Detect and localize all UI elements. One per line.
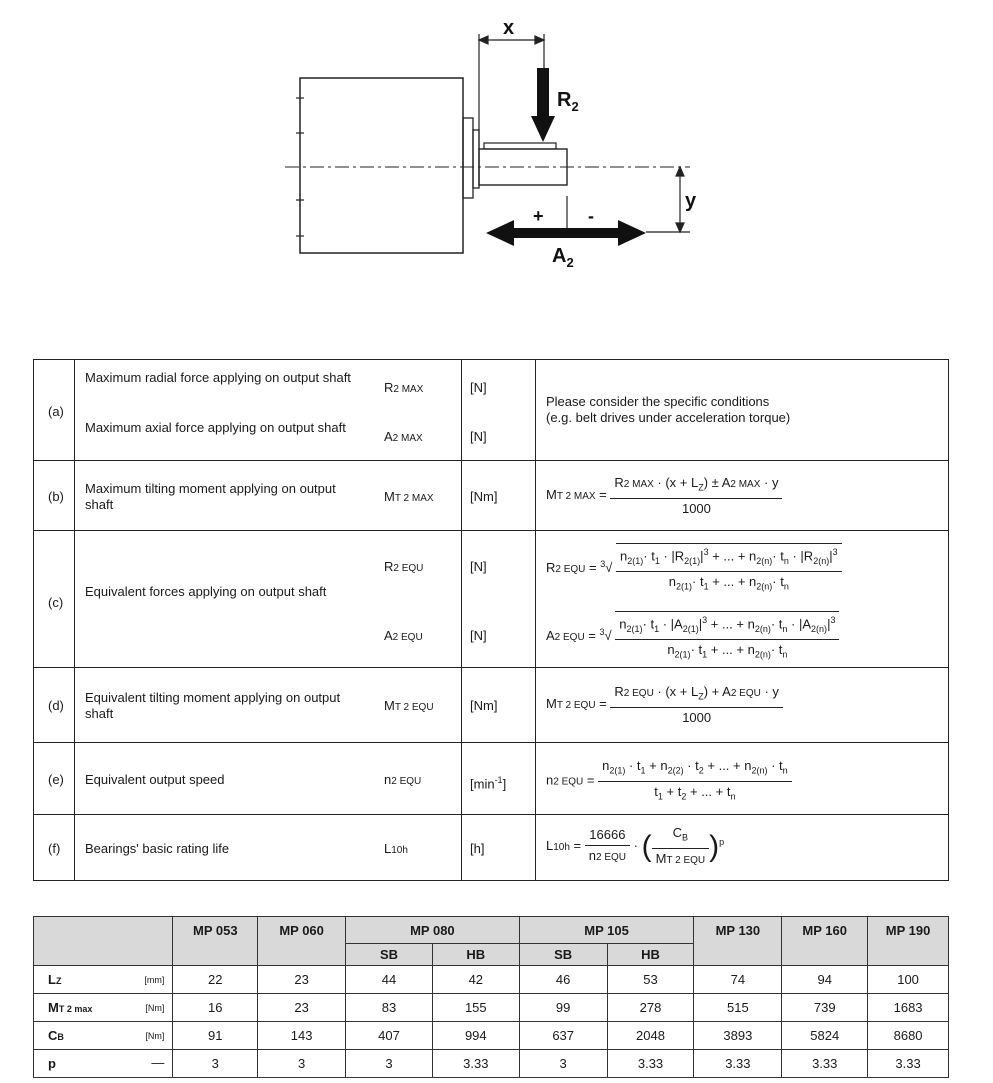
symbol-r2equ: R2 EQU — [384, 559, 424, 574]
formula-row-e — [34, 742, 948, 814]
table-cell: 3.33 — [782, 1050, 868, 1078]
symbol-a2equ: A2 EQU — [384, 628, 423, 643]
table-cell: 739 — [782, 994, 868, 1022]
row-description: Maximum axial force applying on output shaft — [85, 420, 346, 435]
table-cell: 278 — [607, 994, 694, 1022]
unit: [N] — [470, 628, 487, 643]
symbol-a2max: A2 MAX — [384, 429, 423, 444]
table-cell: 44 — [346, 966, 433, 994]
table-cell: 5824 — [782, 1022, 868, 1050]
formula-mt2equ: MT 2 EQU = $\frac{R2 EQU \cdot (x + L_Z) + A2 EQU \cdot y}{1000}$ — [546, 684, 783, 726]
table-cell: 23 — [258, 966, 346, 994]
row-description: Maximum radial force applying on output shaft — [85, 370, 351, 385]
table-cell: 83 — [346, 994, 433, 1022]
formula-l10h: L10h = $\frac{16666}{\text{n2 EQU}}$ · ( $\frac{C_B}{\text{MT 2 EQU}}$ )$^p$ — [546, 825, 725, 866]
table-cell: 3.33 — [694, 1050, 782, 1078]
row-header: MT 2 max [Nm] — [34, 994, 173, 1022]
axial-force-arrow — [486, 220, 646, 246]
table-cell: 637 — [519, 1022, 607, 1050]
row-id: (b) — [48, 489, 64, 504]
row-description: Equivalent forces applying on output shaft — [85, 584, 327, 599]
table-row — [34, 1022, 949, 1050]
formula-a2equ: A2 EQU = $^3$√ $\frac{n_{2(1)}\cdot t_1 \cdot |A_{2(1)}|^3 + ... + n_{2(n)}\cdot t_n \cdot |A_{2(n)}|^3}{n_{2(1)}\cdot t_1 + ... + n_{2(n)}\cdot t_n}$ — [546, 611, 839, 663]
row-description: Bearings' basic rating life — [85, 841, 230, 856]
unit: [N] — [470, 429, 487, 444]
row-description: Equivalent output speed — [85, 772, 225, 787]
flange — [463, 118, 473, 198]
unit: $[\min^{-1}]$ — [470, 775, 507, 792]
table-cell: 46 — [519, 966, 607, 994]
table-cell: 994 — [432, 1022, 519, 1050]
unit-label: — — [151, 1055, 165, 1070]
x-label: x — [503, 17, 515, 39]
table-cell: 100 — [868, 966, 949, 994]
variant-header: SB — [519, 944, 607, 966]
table-row — [34, 966, 949, 994]
unit: [h] — [470, 841, 485, 856]
symbol-r2max: R2 MAX — [384, 380, 424, 395]
row-header: CB [Nm] — [34, 1022, 173, 1050]
table-cell: 99 — [519, 994, 607, 1022]
row-id: (c) — [48, 595, 64, 610]
model-header: MP 190 — [868, 917, 949, 966]
header-row — [34, 917, 949, 944]
table-cell: 3893 — [694, 1022, 782, 1050]
symbol-mt2max: MT 2 MAX — [384, 489, 434, 504]
flange-collar — [473, 130, 479, 188]
unit-label: [Nm] — [145, 1031, 165, 1041]
shaft-load-diagram — [0, 0, 993, 300]
table-cell: 3 — [173, 1050, 258, 1078]
plus-sign: + — [533, 206, 544, 226]
table-cell: 16 — [173, 994, 258, 1022]
axial-force-label: $A_2$ — [552, 245, 574, 270]
table-cell: 2048 — [607, 1022, 694, 1050]
table-cell: 1683 — [868, 994, 949, 1022]
formula-row-d — [34, 667, 948, 742]
row-id: (e) — [48, 772, 64, 787]
model-data-table — [33, 916, 949, 1078]
symbol-mt2equ: MT 2 EQU — [384, 698, 434, 713]
minus-sign: - — [588, 206, 594, 226]
formula-row-a — [34, 360, 948, 460]
radial-force-arrow — [531, 68, 555, 142]
model-header: MP 080 — [346, 917, 520, 944]
formula-n2equ: n2 EQU = $\frac{n_{2(1)} \cdot t_1 + n_{2(2)} \cdot t_2 + ... + n_{2(n)} \cdot t_n}{t_1 + t_2 + ... + t_n}$ — [546, 758, 792, 804]
conditions-note: Please consider the specific conditions (e.g. belt drives under acceleration torque) — [546, 394, 791, 425]
unit-label: [mm] — [144, 975, 165, 985]
y-dimension — [646, 167, 690, 232]
variant-header: HB — [432, 944, 519, 966]
table-cell: 155 — [432, 994, 519, 1022]
table-cell: 515 — [694, 994, 782, 1022]
table-cell: 3 — [346, 1050, 433, 1078]
table-cell: 74 — [694, 966, 782, 994]
row-description: Maximum tilting moment applying on output shaft — [85, 481, 336, 512]
model-header: MP 160 — [782, 917, 868, 966]
row-id: (a) — [48, 404, 64, 419]
table-cell: 3.33 — [432, 1050, 519, 1078]
formula-table — [33, 359, 949, 881]
formula-row-f — [34, 814, 948, 882]
unit: [Nm] — [470, 489, 498, 504]
unit: [Nm] — [470, 698, 498, 713]
formula-row-b — [34, 460, 948, 530]
model-header: MP 060 — [258, 917, 346, 966]
table-cell: 42 — [432, 966, 519, 994]
table-cell: 3 — [258, 1050, 346, 1078]
table-cell: 91 — [173, 1022, 258, 1050]
row-id: (d) — [48, 698, 64, 713]
row-header: LZ [mm] — [34, 966, 173, 994]
table-cell: 22 — [173, 966, 258, 994]
shaft-key — [484, 143, 556, 149]
gearbox-housing — [300, 78, 463, 253]
table-cell: 8680 — [868, 1022, 949, 1050]
table-row — [34, 994, 949, 1022]
symbol-n2equ: n2 EQU — [384, 772, 422, 787]
row-header: p — — [34, 1050, 173, 1078]
formula-r2equ: R2 EQU = $^3$√ $\frac{n_{2(1)}\cdot t_1 \cdot |R_{2(1)}|^3 + ... + n_{2(n)}\cdot t_n \cdot |R_{2(n)}|^3}{n_{2(1)}\cdot t_1 + ... + n_{2(n)}\cdot t_n}$ — [546, 543, 842, 595]
table-cell: 94 — [782, 966, 868, 994]
x-dimension — [479, 34, 544, 149]
model-header: MP 053 — [173, 917, 258, 966]
formula-mt2max: MT 2 MAX = $\frac{R2 MAX \cdot (x + L_Z) \pm A2 MAX \cdot y}{1000}$ — [546, 475, 782, 517]
radial-force-label: $R_2$ — [557, 89, 579, 114]
formula-row-c — [34, 530, 948, 667]
variant-header: SB — [346, 944, 433, 966]
variant-header: HB — [607, 944, 694, 966]
unit-label: [Nm] — [145, 1003, 165, 1013]
row-id: (f) — [48, 841, 61, 856]
table-cell: 23 — [258, 994, 346, 1022]
row-description: Equivalent tilting moment applying on output shaft — [85, 690, 341, 721]
y-label: y — [685, 190, 697, 212]
table-cell: 53 — [607, 966, 694, 994]
model-header: MP 105 — [519, 917, 694, 944]
table-cell: 3.33 — [868, 1050, 949, 1078]
model-header: MP 130 — [694, 917, 782, 966]
symbol-l10h: L10h — [384, 841, 408, 856]
unit: [N] — [470, 380, 487, 395]
table-row — [34, 1050, 949, 1078]
table-cell: 407 — [346, 1022, 433, 1050]
unit: [N] — [470, 559, 487, 574]
table-cell: 143 — [258, 1022, 346, 1050]
table-cell: 3.33 — [607, 1050, 694, 1078]
table-cell: 3 — [519, 1050, 607, 1078]
corner-cell — [34, 917, 173, 966]
